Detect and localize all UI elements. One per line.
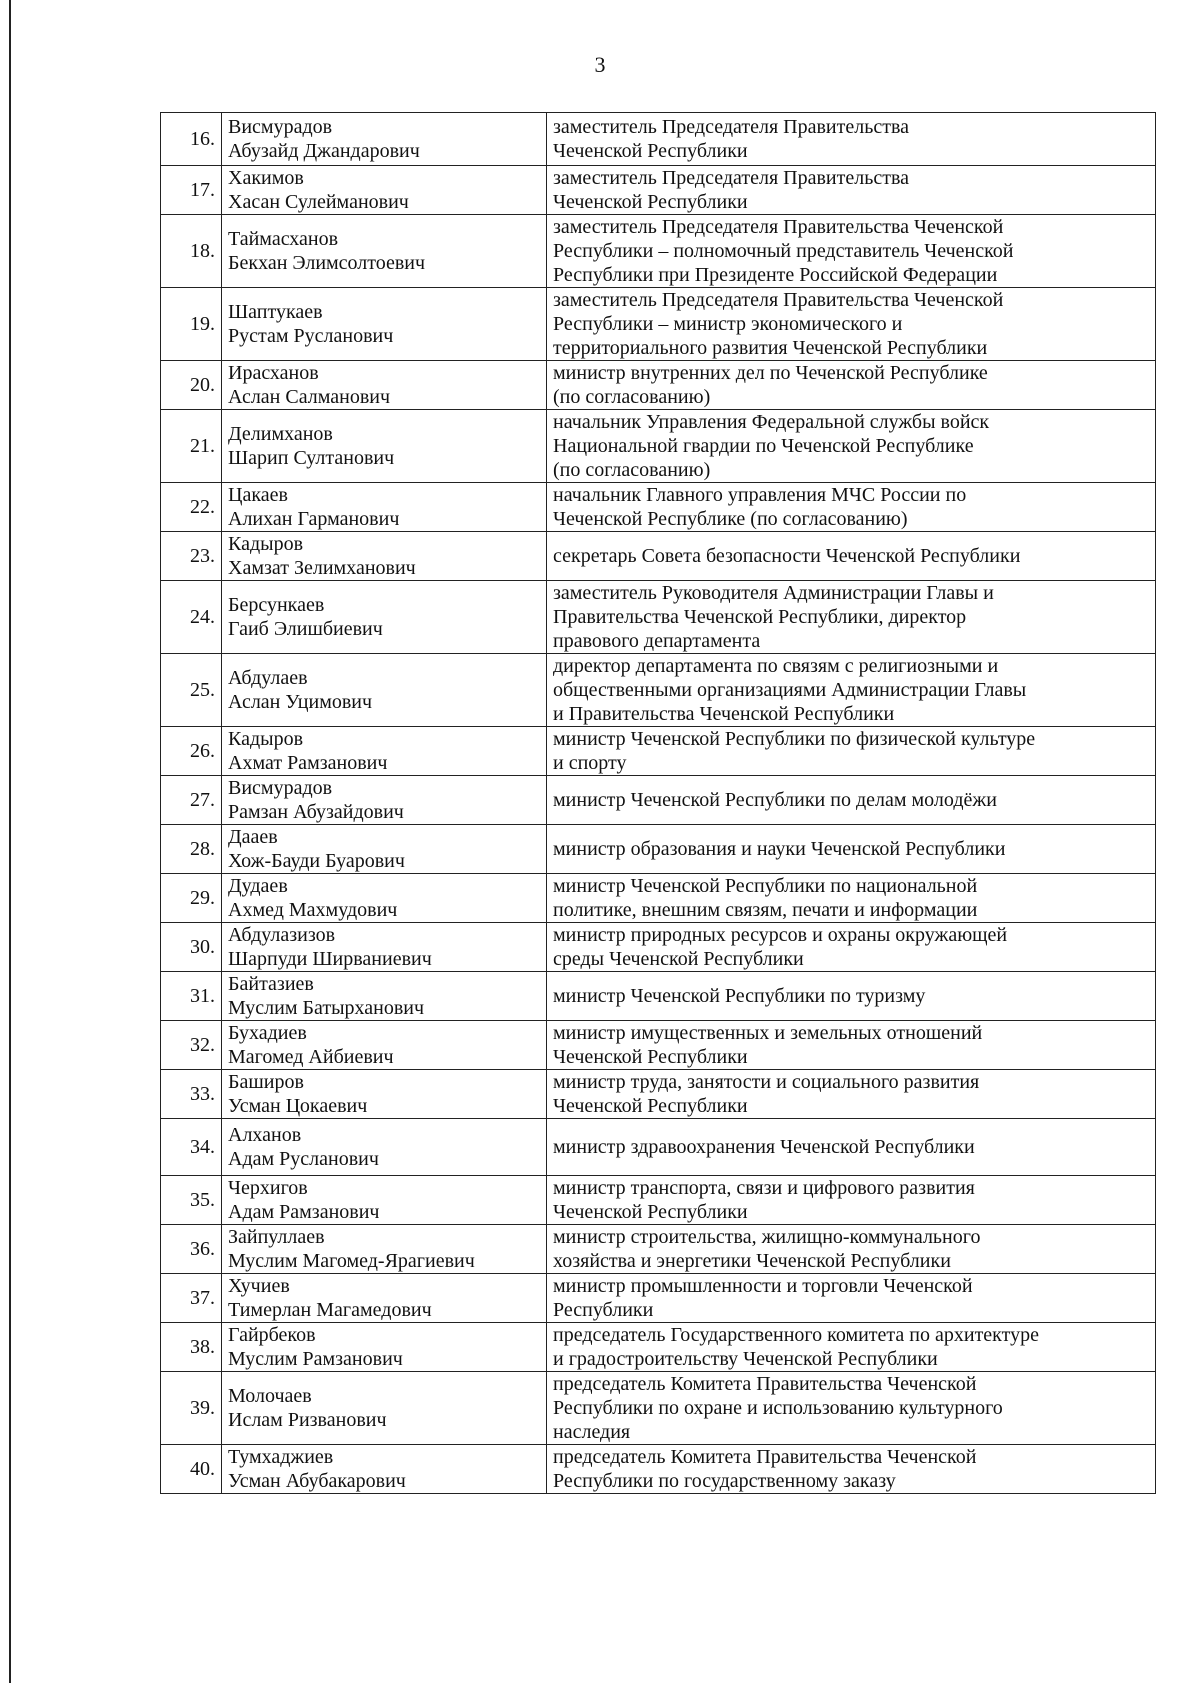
- table-row: [161, 1445, 1156, 1494]
- position-line: хозяйства и энергетики Чеченской Республики: [553, 1250, 951, 1272]
- surname: Шаптукаев: [228, 301, 323, 323]
- table-row: [161, 654, 1156, 727]
- position-title: [547, 825, 1156, 874]
- given-name-patronymic: Рамзан Абузайдович: [228, 801, 404, 823]
- position-line: начальник Главного управления МЧС России по: [553, 484, 967, 506]
- row-number: 37.: [161, 1274, 222, 1323]
- position-title: [547, 1445, 1156, 1494]
- person-name: [222, 1176, 547, 1225]
- position-line: Чеченской Республике (по согласованию): [553, 508, 908, 530]
- position-title: [547, 1372, 1156, 1445]
- given-name-patronymic: Шарип Султанович: [228, 447, 395, 469]
- person-name: [222, 361, 547, 410]
- position-line: министр образования и науки Чеченской Республики: [553, 838, 1006, 860]
- position-title: [547, 654, 1156, 727]
- position-line: Республики по государственному заказу: [553, 1470, 896, 1492]
- table-row: [161, 215, 1156, 288]
- table-row: [161, 1119, 1156, 1176]
- position-line: Республики – министр экономического и: [553, 313, 903, 335]
- page-number: 3: [594, 52, 606, 77]
- given-name-patronymic: Усман Абубакарович: [228, 1470, 406, 1492]
- table-row: [161, 361, 1156, 410]
- roster-table: [160, 112, 1156, 1494]
- position-line: министр здравоохранения Чеченской Республики: [553, 1136, 975, 1158]
- given-name-patronymic: Абузайд Джандарович: [228, 140, 420, 162]
- table-row: [161, 825, 1156, 874]
- given-name-patronymic: Рустам Русланович: [228, 325, 394, 347]
- position-title: [547, 215, 1156, 288]
- given-name-patronymic: Адам Русланович: [228, 1148, 379, 1170]
- position-line: и Правительства Чеченской Республики: [553, 703, 895, 725]
- position-title: [547, 532, 1156, 581]
- row-number: 20.: [161, 361, 222, 410]
- person-name: [222, 215, 547, 288]
- position-title: [547, 410, 1156, 483]
- surname: Абдулаев: [228, 667, 308, 689]
- position-line: Чеченской Республики: [553, 1201, 748, 1223]
- row-number: 31.: [161, 972, 222, 1021]
- person-name: [222, 581, 547, 654]
- position-title: [547, 727, 1156, 776]
- position-line: территориального развития Чеченской Республики: [553, 337, 988, 359]
- given-name-patronymic: Ахмат Рамзанович: [228, 752, 388, 774]
- row-number: 35.: [161, 1176, 222, 1225]
- surname: Таймасханов: [228, 228, 339, 250]
- row-number: 34.: [161, 1119, 222, 1176]
- person-name: [222, 288, 547, 361]
- given-name-patronymic: Хож-Бауди Буарович: [228, 850, 405, 872]
- person-name: [222, 113, 547, 166]
- row-number: 30.: [161, 923, 222, 972]
- person-name: [222, 972, 547, 1021]
- person-name: [222, 1445, 547, 1494]
- position-line: министр Чеченской Республики по физической культуре: [553, 728, 1036, 750]
- row-number: 22.: [161, 483, 222, 532]
- table-row: [161, 113, 1156, 166]
- position-line: секретарь Совета безопасности Чеченской Республики: [553, 545, 1021, 567]
- position-title: [547, 1274, 1156, 1323]
- position-line: председатель Комитета Правительства Чеченской: [553, 1446, 977, 1468]
- table-row: [161, 727, 1156, 776]
- position-line: министр Чеченской Республики по туризму: [553, 985, 926, 1007]
- position-line: наследия: [553, 1421, 631, 1443]
- table-row: [161, 1176, 1156, 1225]
- position-line: министр транспорта, связи и цифрового развития: [553, 1177, 975, 1199]
- surname: Цакаев: [228, 484, 288, 506]
- surname: Молочаев: [228, 1385, 312, 1407]
- given-name-patronymic: Муслим Рамзанович: [228, 1348, 403, 1370]
- surname: Берсункаев: [228, 594, 325, 616]
- position-line: заместитель Председателя Правительства Чеченской: [553, 216, 1004, 238]
- table-row: [161, 1323, 1156, 1372]
- row-number: 33.: [161, 1070, 222, 1119]
- table-row: [161, 874, 1156, 923]
- row-number: 19.: [161, 288, 222, 361]
- table-row: [161, 1372, 1156, 1445]
- position-title: [547, 113, 1156, 166]
- person-name: [222, 1070, 547, 1119]
- person-name: [222, 874, 547, 923]
- table-row: [161, 532, 1156, 581]
- position-title: [547, 1323, 1156, 1372]
- position-line: Республики по охране и использованию культурного: [553, 1397, 1003, 1419]
- surname: Байтазиев: [228, 973, 314, 995]
- surname: Тумхаджиев: [228, 1446, 334, 1468]
- position-line: правового департамента: [553, 630, 761, 652]
- table-row: [161, 483, 1156, 532]
- given-name-patronymic: Бекхан Элимсолтоевич: [228, 252, 426, 274]
- surname: Черхигов: [228, 1177, 308, 1199]
- given-name-patronymic: Аслан Уцимович: [228, 691, 373, 713]
- surname: Алханов: [228, 1124, 302, 1146]
- position-line: и спорту: [553, 752, 627, 774]
- position-line: и градостроительству Чеченской Республики: [553, 1348, 938, 1370]
- person-name: [222, 825, 547, 874]
- position-line: Республики: [553, 1299, 654, 1321]
- row-number: 25.: [161, 654, 222, 727]
- surname: Хакимов: [228, 167, 304, 189]
- table-row: [161, 972, 1156, 1021]
- position-title: [547, 581, 1156, 654]
- surname: Абдулазизов: [228, 924, 336, 946]
- position-title: [547, 1021, 1156, 1070]
- person-name: [222, 727, 547, 776]
- given-name-patronymic: Шарпуди Ширваниевич: [228, 948, 432, 970]
- row-number: 38.: [161, 1323, 222, 1372]
- person-name: [222, 1021, 547, 1070]
- position-title: [547, 923, 1156, 972]
- person-name: [222, 1372, 547, 1445]
- position-line: председатель Государственного комитета по архитектуре: [553, 1324, 1039, 1346]
- row-number: 18.: [161, 215, 222, 288]
- table-row: [161, 1274, 1156, 1323]
- position-title: [547, 166, 1156, 215]
- table-row: [161, 1021, 1156, 1070]
- position-title: [547, 776, 1156, 825]
- surname: Кадыров: [228, 533, 304, 555]
- position-line: политике, внешним связям, печати и информации: [553, 899, 978, 921]
- position-line: общественными организациями Администрации Главы: [553, 679, 1027, 701]
- given-name-patronymic: Тимерлан Магамедович: [228, 1299, 432, 1321]
- position-line: среды Чеченской Республики: [553, 948, 804, 970]
- table-row: [161, 1070, 1156, 1119]
- table-row: [161, 166, 1156, 215]
- surname: Хучиев: [228, 1275, 290, 1297]
- person-name: [222, 1323, 547, 1372]
- row-number: 21.: [161, 410, 222, 483]
- position-line: Правительства Чеченской Республики, директор: [553, 606, 967, 628]
- position-line: министр имущественных и земельных отношений: [553, 1022, 983, 1044]
- position-title: [547, 361, 1156, 410]
- surname: Дааев: [228, 826, 278, 848]
- row-number: 28.: [161, 825, 222, 874]
- position-title: [547, 1070, 1156, 1119]
- position-line: Республики – полномочный представитель Чеченской: [553, 240, 1014, 262]
- person-name: [222, 923, 547, 972]
- given-name-patronymic: Хасан Сулейманович: [228, 191, 409, 213]
- table-row: [161, 776, 1156, 825]
- given-name-patronymic: Муслим Магомед-Ярагиевич: [228, 1250, 475, 1272]
- position-line: министр строительства, жилищно-коммунального: [553, 1226, 981, 1248]
- given-name-patronymic: Аслан Салманович: [228, 386, 391, 408]
- position-line: министр промышленности и торговли Чеченской: [553, 1275, 973, 1297]
- position-line: заместитель Председателя Правительства: [553, 116, 910, 138]
- row-number: 26.: [161, 727, 222, 776]
- row-number: 29.: [161, 874, 222, 923]
- position-title: [547, 1176, 1156, 1225]
- surname: Гайрбеков: [228, 1324, 316, 1346]
- person-name: [222, 776, 547, 825]
- row-number: 16.: [161, 113, 222, 166]
- position-line: начальник Управления Федеральной службы войск: [553, 411, 990, 433]
- position-line: министр внутренних дел по Чеченской Республике: [553, 362, 988, 384]
- position-line: директор департамента по связям с религиозными и: [553, 655, 999, 677]
- position-title: [547, 874, 1156, 923]
- position-line: Национальной гвардии по Чеченской Республике: [553, 435, 974, 457]
- given-name-patronymic: Ахмед Махмудович: [228, 899, 398, 921]
- row-number: 17.: [161, 166, 222, 215]
- position-line: министр Чеченской Республики по национальной: [553, 875, 978, 897]
- given-name-patronymic: Алихан Гарманович: [228, 508, 400, 530]
- position-title: [547, 1119, 1156, 1176]
- position-line: Чеченской Республики: [553, 140, 748, 162]
- given-name-patronymic: Хамзат Зелимханович: [228, 557, 416, 579]
- surname: Дудаев: [228, 875, 288, 897]
- person-name: [222, 410, 547, 483]
- position-line: Чеченской Республики: [553, 1095, 748, 1117]
- person-name: [222, 654, 547, 727]
- person-name: [222, 1119, 547, 1176]
- given-name-patronymic: Усман Цокаевич: [228, 1095, 368, 1117]
- position-line: Чеченской Республики: [553, 1046, 748, 1068]
- row-number: 39.: [161, 1372, 222, 1445]
- given-name-patronymic: Гаиб Элишбиевич: [228, 618, 383, 640]
- row-number: 32.: [161, 1021, 222, 1070]
- row-number: 23.: [161, 532, 222, 581]
- row-number: 27.: [161, 776, 222, 825]
- person-name: [222, 1274, 547, 1323]
- person-name: [222, 166, 547, 215]
- given-name-patronymic: Магомед Айбиевич: [228, 1046, 394, 1068]
- position-line: министр природных ресурсов и охраны окружающей: [553, 924, 1008, 946]
- surname: Бухадиев: [228, 1022, 307, 1044]
- surname: Ирасханов: [228, 362, 319, 384]
- position-line: (по согласованию): [553, 459, 711, 481]
- person-name: [222, 532, 547, 581]
- position-title: [547, 972, 1156, 1021]
- table-row: [161, 1225, 1156, 1274]
- position-line: Чеченской Республики: [553, 191, 748, 213]
- position-title: [547, 483, 1156, 532]
- position-line: министр Чеченской Республики по делам молодёжи: [553, 789, 997, 811]
- given-name-patronymic: Муслим Батырханович: [228, 997, 425, 1019]
- position-line: заместитель Председателя Правительства Чеченской: [553, 289, 1004, 311]
- row-number: 36.: [161, 1225, 222, 1274]
- surname: Висмурадов: [228, 777, 333, 799]
- table-row: [161, 581, 1156, 654]
- surname: Кадыров: [228, 728, 304, 750]
- surname: Зайпуллаев: [228, 1226, 325, 1248]
- position-line: министр труда, занятости и социального развития: [553, 1071, 980, 1093]
- position-line: заместитель Председателя Правительства: [553, 167, 910, 189]
- position-line: заместитель Руководителя Администрации Главы и: [553, 582, 994, 604]
- position-title: [547, 1225, 1156, 1274]
- position-line: Республики при Президенте Российской Федерации: [553, 264, 998, 286]
- roster-table-body: [161, 113, 1156, 1494]
- person-name: [222, 483, 547, 532]
- position-line: председатель Комитета Правительства Чеченской: [553, 1373, 977, 1395]
- surname: Делимханов: [228, 423, 333, 445]
- given-name-patronymic: Ислам Ризванович: [228, 1409, 387, 1431]
- surname: Баширов: [228, 1071, 304, 1093]
- scan-edge-line: [9, 0, 11, 1683]
- position-line: (по согласованию): [553, 386, 711, 408]
- table-row: [161, 410, 1156, 483]
- table-row: [161, 288, 1156, 361]
- row-number: 24.: [161, 581, 222, 654]
- position-title: [547, 288, 1156, 361]
- surname: Висмурадов: [228, 116, 333, 138]
- row-number: 40.: [161, 1445, 222, 1494]
- given-name-patronymic: Адам Рамзанович: [228, 1201, 380, 1223]
- person-name: [222, 1225, 547, 1274]
- table-row: [161, 923, 1156, 972]
